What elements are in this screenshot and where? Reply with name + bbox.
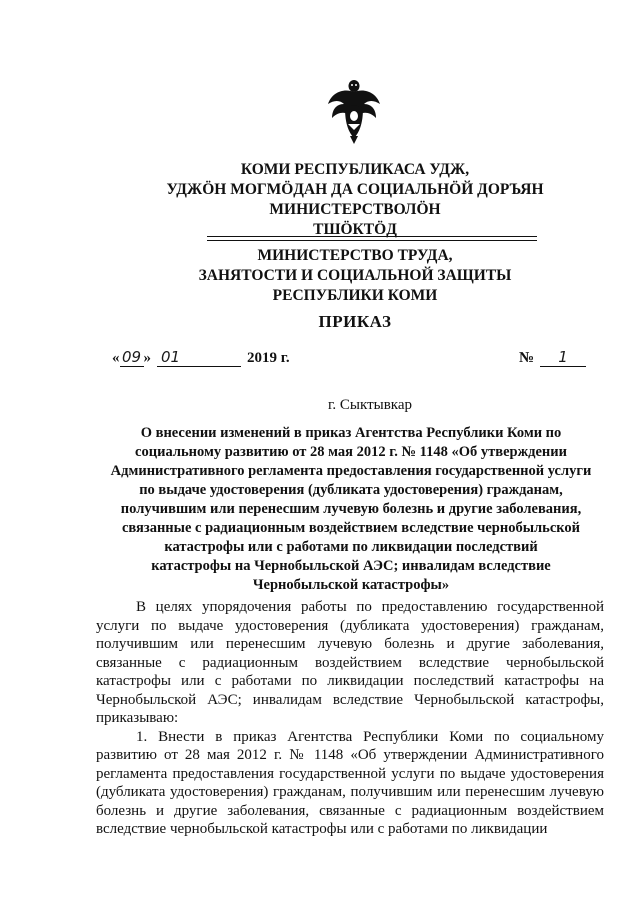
order-date	[112, 348, 290, 367]
date-close-quote: »	[143, 350, 151, 366]
order-number	[519, 348, 586, 367]
subject-line: социальному развитию от 28 мая 2012 г. № 1148 «Об утверждении	[135, 444, 567, 460]
body-paragraph-item-1: 1. Внести в приказ Агентства Республики Коми по социальному развитию от 28 мая 2012 г. № 1148 «Об утверждении Административного регламента предоставления государственной услуги по выдаче удостоверения (дубликата удостоверения) гражданам, получившим или перенесшим лучевую болезнь и другие заболевания, связанные с радиационным воздействием вследствие чернобыльской катастрофы или с работами по ликвидации	[96, 728, 604, 837]
header-komi-line: МИНИСТЕРСТВОЛӦН	[269, 201, 441, 218]
order-body	[96, 598, 604, 839]
subject-line: О внесении изменений в приказ Агентства Республики Коми по	[140, 425, 562, 441]
date-month: 01	[157, 348, 241, 367]
subject-line: получившим или перенесшим лучевую болезнь и другие заболевания,	[120, 501, 582, 517]
body-paragraph-preamble: В целях упорядочения работы по предоставлению государственной услуги по выдаче удостоверения (дубликата удостоверения) гражданам, получившим или перенесшим лучевую болезнь и другие заболевания, связанные с радиационным воздействием вследствие чернобыльской катастрофы или с работами по ликвидации последствий катастрофы на Чернобыльской АЭС; инвалидам вследствие Чернобыльской катастрофы, приказываю:	[96, 599, 604, 726]
subject-line: связанные с радиационным воздействием вследствие чернобыльской	[121, 520, 581, 536]
subject-line: катастрофы на Чернобыльской АЭС; инвалидам вследствие	[151, 558, 551, 574]
header-russian-language	[120, 246, 590, 306]
city-of-issue: г. Сыктывкар	[327, 397, 413, 413]
header-ru-line: ЗАНЯТОСТИ И СОЦИАЛЬНОЙ ЗАЩИТЫ	[198, 267, 512, 284]
number-value: 1	[540, 348, 586, 367]
header-divider-bottom	[207, 240, 537, 241]
date-year: 2019 г.	[247, 350, 290, 366]
subject-line: катастрофы или с работами по ликвидации последствий	[164, 539, 538, 555]
header-komi-language	[120, 160, 590, 240]
document-type-title: ПРИКАЗ	[318, 312, 392, 331]
subject-line: Чернобыльской катастрофы»	[252, 577, 450, 593]
order-subject	[96, 424, 606, 595]
date-day: 09	[120, 348, 144, 367]
date-open-quote: «	[112, 350, 120, 366]
header-komi-line: УДЖӦН МОГМӦДАН ДА СОЦИАЛЬНӦЙ ДОРЪЯН	[166, 181, 544, 198]
header-ru-line: РЕСПУБЛИКИ КОМИ	[272, 287, 438, 304]
header-komi-line: КОМИ РЕСПУБЛИКАСА УДЖ,	[240, 161, 470, 178]
komi-coat-of-arms-icon	[326, 78, 382, 144]
subject-line: по выдаче удостоверения (дубликата удостоверения) гражданам,	[139, 482, 563, 498]
header-komi-line: ТШӦКТӦД	[313, 221, 397, 238]
subject-line: Административного регламента предоставления государственной услуги	[110, 463, 592, 479]
number-label: №	[519, 350, 535, 366]
header-ru-line: МИНИСТЕРСТВО ТРУДА,	[257, 247, 453, 264]
header-divider-top	[207, 236, 537, 237]
